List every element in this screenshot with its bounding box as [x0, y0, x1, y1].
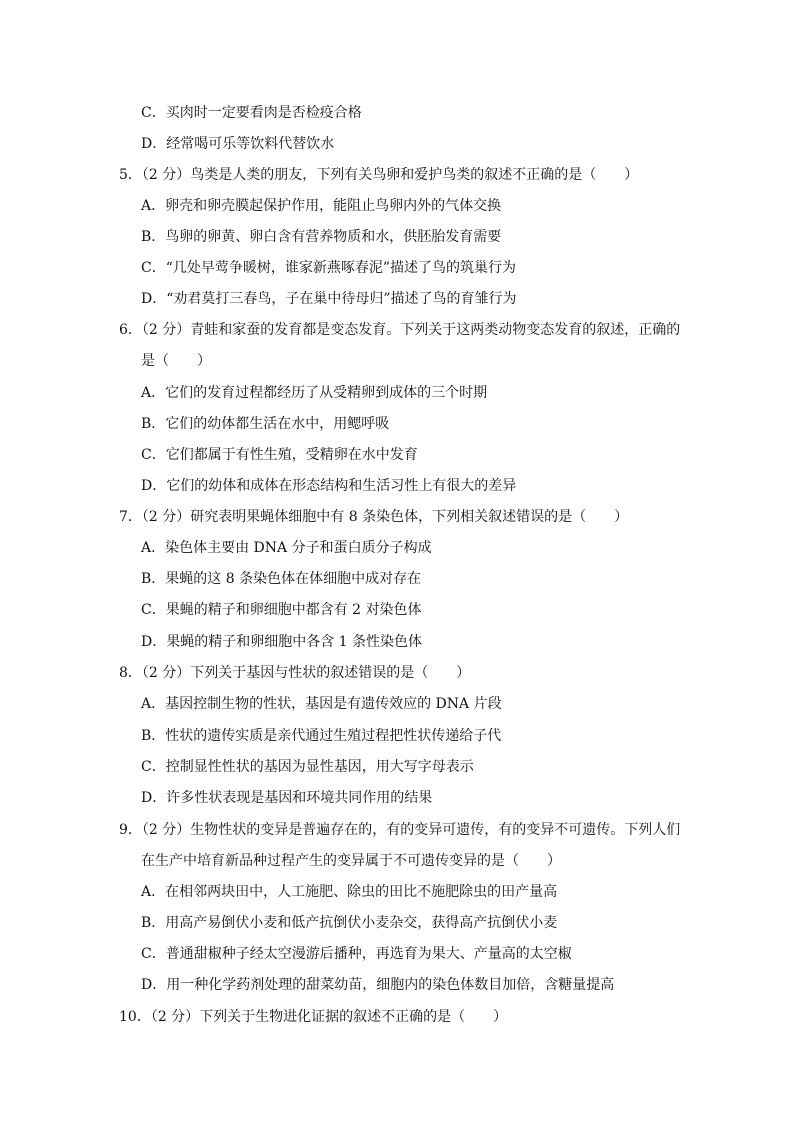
q5-stem: 5．（2 分）鸟类是人类的朋友，下列有关鸟卵和爱护鸟类的叙述不正确的是（ ） — [119, 167, 639, 183]
q9-option-c: C．普通甜椒种子经太空漫游后播种，再选育为果大、产量高的太空椒 — [141, 946, 572, 962]
q8-option-d: D．许多性状表现是基因和环境共同作用的结果 — [141, 790, 433, 806]
q5-option-b: B．鸟卵的卵黄、卵白含有营养物质和水，供胚胎发育需要 — [141, 229, 502, 245]
q9-stem: 9．（2 分）生物性状的变异是普遍存在的，有的变异可遗传，有的变异不可遗传。下列人们 — [119, 822, 681, 838]
q9-stem-continued: 在生产中培育新品种过程产生的变异属于不可遗传变异的是（ ） — [141, 853, 561, 869]
q8-option-c: C．控制显性性状的基因为显性基因，用大写字母表示 — [141, 759, 474, 775]
q8-option-a: A．基因控制生物的性状，基因是有遗传效应的 DNA 片段 — [141, 696, 502, 712]
q7-stem: 7．（2 分）研究表明果蝇体细胞中有 8 条染色体，下列相关叙述错误的是（ ） — [119, 509, 629, 525]
q5-option-a: A．卵壳和卵壳膜起保护作用，能阻止鸟卵内外的气体交换 — [141, 198, 502, 214]
q9-option-b: B．用高产易倒伏小麦和低产抗倒伏小麦杂交，获得高产抗倒伏小麦 — [141, 915, 558, 931]
q4-option-d: D．经常喝可乐等饮料代替饮水 — [141, 136, 335, 152]
q9-option-d: D．用一种化学药剂处理的甜菜幼苗，细胞内的染色体数目加倍，含糖量提高 — [141, 977, 615, 993]
q7-option-d: D．果蝇的精子和卵细胞中各含 1 条性染色体 — [141, 634, 423, 650]
q8-option-b: B．性状的遗传实质是亲代通过生殖过程把性状传递给子代 — [141, 728, 502, 744]
q6-option-d: D．它们的幼体和成体在形态结构和生活习性上有很大的差异 — [141, 478, 517, 494]
q7-option-a: A．染色体主要由 DNA 分子和蛋白质分子构成 — [141, 540, 432, 556]
q6-option-a: A．它们的发育过程都经历了从受精卵到成体的三个时期 — [141, 385, 488, 401]
q6-option-c: C．它们都属于有性生殖，受精卵在水中发育 — [141, 447, 418, 463]
q9-option-a: A．在相邻两块田中，人工施肥、除虫的田比不施肥除虫的田产量高 — [141, 884, 558, 900]
q6-stem: 6．（2 分）青蛙和家蚕的发育都是变态发育。下列关于这两类动物变态发育的叙述，正确的 — [119, 322, 681, 338]
q6-stem-continued: 是（ ） — [141, 353, 211, 369]
q8-stem: 8．（2 分）下列关于基因与性状的叙述错误的是（ ） — [119, 665, 471, 681]
q6-option-b: B．它们的幼体都生活在水中，用鳃呼吸 — [141, 416, 390, 432]
q4-option-c: C．买肉时一定要看肉是否检疫合格 — [141, 105, 362, 121]
q5-option-d: D．“劝君莫打三春鸟，子在巢中待母归”描述了鸟的育雏行为 — [141, 291, 517, 307]
q7-option-b: B．果蝇的这 8 条染色体在体细胞中成对存在 — [141, 571, 422, 587]
q7-option-c: C．果蝇的精子和卵细胞中都含有 2 对染色体 — [141, 602, 422, 618]
q5-option-c: C．“几处早莺争暖树，谁家新燕啄春泥”描述了鸟的筑巢行为 — [141, 260, 517, 276]
q10-stem: 10．（2 分）下列关于生物进化证据的叙述不正确的是（ ） — [119, 1009, 508, 1025]
